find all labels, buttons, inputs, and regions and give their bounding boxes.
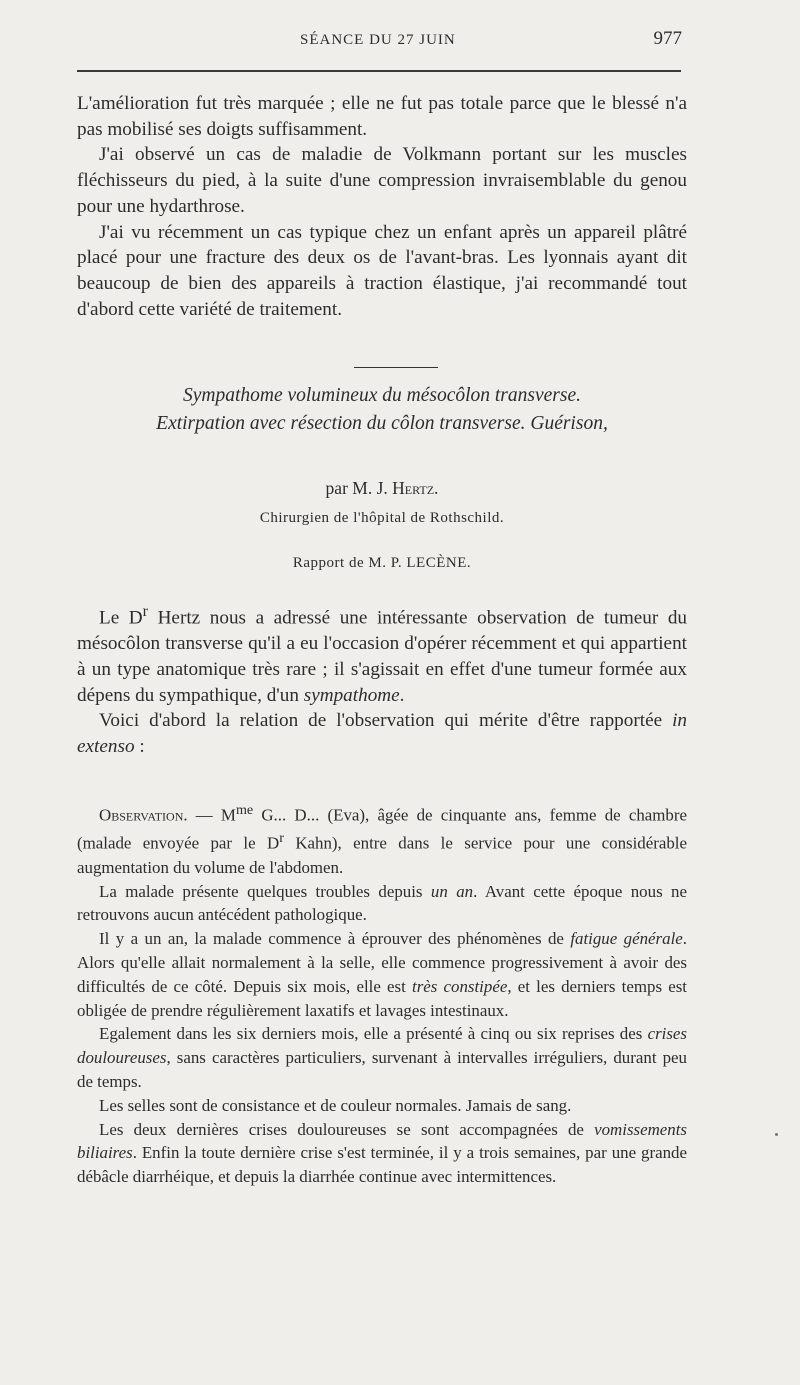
text-run: Kahn), entre dans le service pour une considérable augmentation du volume de l'abdomen. — [77, 834, 687, 877]
italic-term: crises douloureuses — [77, 1024, 687, 1068]
author-name: Hertz. — [392, 478, 439, 498]
text-run: La malade présente quelques troubles depuis — [99, 881, 431, 901]
text-run: , sans caractères particuliers, survenant à intervalles irréguliers, durant peu de temps. — [77, 1048, 687, 1092]
text-run: : — [134, 735, 145, 757]
text-run: Les deux dernières crises douloureuses se sont accompagnées de — [99, 1119, 595, 1139]
observation-paragraph-5: Les selles sont de consistance et de couleur normales. Jamais de sang. — [99, 1095, 572, 1115]
text-run: . Enfin la toute dernière crise s'est terminée, il y a trois semaines, par une grande débâcle diarrhéique, et depuis la diarrhée continue avec intermittences. — [77, 1143, 687, 1187]
text-run: . Alors qu'elle allait normalement à la selle, elle commence progressivement à avoir des difficultés de ce côté. Depuis six mois, elle est — [77, 929, 687, 996]
italic-term: in extenso — [77, 710, 687, 757]
text-run: Hertz nous a adressé une intéressante observation de tumeur du mésocôlon transverse qu'il a eu l'occasion d'opérer récemment et qui appartient à un type anatomique très rare ; il s'agissait en effet d'une tumeur formée aux dépens du sympathique, d'un — [77, 607, 688, 706]
italic-term: très constipée — [412, 976, 508, 996]
intro-text — [77, 91, 687, 322]
article-title-line-1: Sympathome volumineux du mésocôlon transverse. — [182, 385, 582, 406]
observation-paragraph-2 — [77, 880, 687, 928]
observation-paragraph-1 — [77, 799, 687, 880]
observation-text — [77, 799, 687, 1189]
text-run: — M — [187, 805, 236, 825]
text-run: , et les derniers temps est obligée de prendre régulièrement laxatifs et lavages intestinaux. — [77, 976, 687, 1020]
page-number: 977 — [653, 28, 682, 49]
report-text — [77, 599, 687, 760]
running-title: SÉANCE DU 27 JUIN — [300, 32, 456, 48]
article-title-line-2: Extirpation avec résection du côlon transverse. Guérison, — [156, 412, 608, 434]
report-line: Rapport de M. P. LECÈNE. — [292, 555, 472, 571]
observation-paragraph-4 — [77, 1022, 687, 1093]
intro-paragraph-2: J'ai observé un cas de maladie de Volkmann portant sur les muscles fléchisseurs du pied, à la suite d'une compression invraisemblable du genou pour une hydarthrose. — [77, 144, 687, 217]
text-run: . Avant cette époque nous ne retrouvons aucun antécédent pathologique. — [77, 881, 687, 925]
observation-paragraph-3 — [77, 927, 687, 1022]
intro-paragraph-3: J'ai vu récemment un cas typique chez un enfant après un appareil plâtré placé pour une fracture des deux os de l'avant-bras. Les lyonnais ayant dit beaucoup de bien des appareils à traction élastique, j'ai recommandé tout d'abord cette variété de traitement. — [77, 221, 687, 320]
header-rule — [77, 70, 681, 72]
article-title — [77, 382, 687, 437]
superscript: r — [142, 603, 148, 620]
superscript: me — [235, 802, 254, 818]
intro-paragraph-1: L'amélioration fut très marquée ; elle ne fut pas totale parce que le blessé n'a pas mobilisé ses doigts suffisamment. — [77, 93, 687, 140]
report-paragraph-2 — [77, 708, 687, 759]
italic-term: un an — [430, 881, 474, 901]
observation-label: Observation. — [99, 805, 188, 825]
text-run: Il y a un an, la malade commence à éprouver des phénomènes de — [99, 929, 571, 949]
text-run: Le D — [99, 607, 143, 629]
byline-prefix: par M. J. — [325, 478, 388, 498]
italic-term: sympathome — [303, 684, 400, 706]
author-affiliation: Chirurgien de l'hôpital de Rothschild. — [259, 510, 505, 526]
superscript: r — [279, 830, 284, 847]
report-paragraph-1 — [77, 599, 687, 708]
text-run: Voici d'abord la relation de l'observation qui mérite d'être rapportée — [99, 710, 673, 732]
text-run: Egalement dans les six derniers mois, elle a présenté à cinq ou six reprises des — [99, 1024, 648, 1044]
page-header — [0, 28, 800, 58]
italic-term: fatigue générale — [570, 929, 683, 949]
italic-term: vomissements biliaires — [77, 1119, 687, 1163]
paper-speck — [775, 1133, 778, 1136]
observation-paragraph-6 — [77, 1118, 687, 1189]
text-run: G... D... (Eva), âgée de cinquante ans, femme de chambre (malade envoyée par le D — [77, 805, 687, 854]
section-divider — [354, 367, 438, 368]
text-run: . — [399, 684, 405, 706]
byline — [77, 478, 687, 499]
